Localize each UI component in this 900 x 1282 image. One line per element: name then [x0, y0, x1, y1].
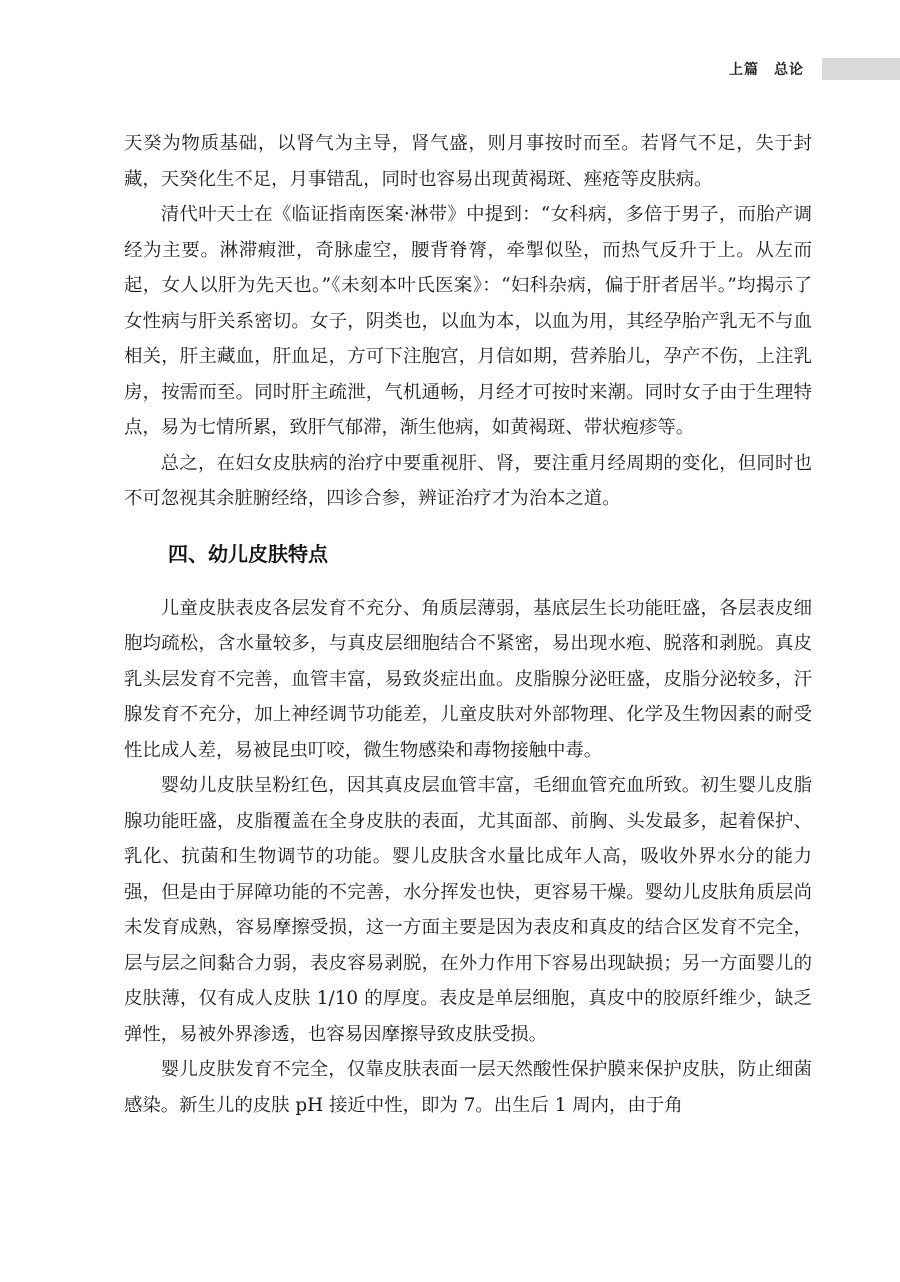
section-heading: 四、幼儿皮肤特点 — [168, 541, 328, 566]
running-head-bar — [822, 58, 900, 80]
paragraph-ye-tianshi-quote: 清代叶天士在《临证指南医案·淋带》中提到：“女科病，多倍于男子，而胎产调经为主要。淋滞瘕泄，奇脉虚空，腰背脊膂，牵掣似坠，而热气反升于上。从左而起，女人以肝为先天也。”《未刻本叶氏医案》：“妇科杂病，偏于肝者居半。”均揭示了女性病与肝关系密切。女子，阴类也，以血为本，以血为用，其经孕胎产乳无不与血相关，肝主藏血，肝血足，方可下注胞宫，月信如期，营养胎儿，孕产不伤，上注乳房，按需而至。同时肝主疏泄，气机通畅，月经才可按时来潮。同时女子由于生理特点，易为七情所累，致肝气郁滞，渐生他病，如黄褐斑、带状疱疹等。 — [124, 204, 812, 438]
running-head-section: 上篇 总论 — [729, 62, 804, 78]
paragraph-continued: 天癸为物质基础，以肾气为主导，肾气盛，则月事按时而至。若肾气不足，失于封藏，天癸化生不足，月事错乱，同时也容易出现黄褐斑、痤疮等皮肤病。 — [124, 133, 812, 190]
page-body — [124, 126, 812, 1123]
paragraph-infant-ph: 婴儿皮肤发育不完全，仅靠皮肤表面一层天然酸性保护膜来保护皮肤，防止细菌感染。新生儿的皮肤 pH 接近中性，即为 7。出生后 1 周内，由于角 — [124, 1059, 812, 1116]
running-head — [0, 58, 900, 84]
paragraph-child-skin: 儿童皮肤表皮各层发育不充分、角质层薄弱，基底层生长功能旺盛，各层表皮细胞均疏松，含水量较多，与真皮层细胞结合不紧密，易出现水疱、脱落和剥脱。真皮乳头层发育不完善，血管丰富，易致炎症出血。皮脂腺分泌旺盛，皮脂分泌较多，汗腺发育不充分，加上神经调节功能差，儿童皮肤对外部物理、化学及生物因素的耐受性比成人差，易被昆虫叮咬，微生物感染和毒物接触中毒。 — [124, 597, 812, 761]
paragraph-summary: 总之，在妇女皮肤病的治疗中要重视肝、肾，要注重月经周期的变化，但同时也不可忽视其余脏腑经络，四诊合参，辨证治疗才为治本之道。 — [124, 452, 812, 509]
paragraph-infant-skin: 婴幼儿皮肤呈粉红色，因其真皮层血管丰富，毛细血管充血所致。初生婴儿皮脂腺功能旺盛，皮脂覆盖在全身皮肤的表面，尤其面部、前胸、头发最多，起着保护、乳化、抗菌和生物调节的功能。婴儿皮肤含水量比成年人高，吸收外界水分的能力强，但是由于屏障功能的不完善，水分挥发也快，更容易干燥。婴幼儿皮肤角质层尚未发育成熟，容易摩擦受损，这一方面主要是因为表皮和真皮的结合区发育不完全，层与层之间黏合力弱，表皮容易剥脱，在外力作用下容易出现缺损；另一方面婴儿的皮肤薄，仅有成人皮肤 1/10 的厚度。表皮是单层细胞，真皮中的胶原纤维少，缺乏弹性，易被外界渗透，也容易因摩擦导致皮肤受损。 — [124, 775, 812, 1045]
